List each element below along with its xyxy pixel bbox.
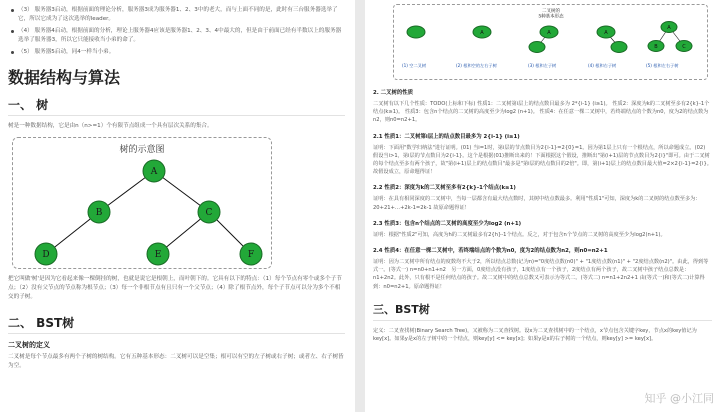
property1-heading: 2.1 性质1：二叉树第i层上的结点数目最多为 2{i-1} (i≥1) [373, 133, 520, 140]
watermark: 知乎 @小江同 [644, 392, 714, 405]
tree-heading: 一、 树 [8, 98, 49, 112]
panel-caption: (1) 空二叉树 [402, 63, 427, 68]
section-title: 数据结构与算法 [8, 68, 121, 87]
bt-definition-text: 二叉树是每个节点最多有两个子树的树结构。它有五种基本形态：二叉树可以是空集；根可以有空的左子树或右子树；或者左、右子树皆为空。 [8, 354, 344, 369]
panel-title-line2: 5种基本形态 [538, 14, 564, 20]
document-page-right [365, 0, 720, 412]
node-label: B [95, 208, 103, 218]
binary-tree-forms-diagram [394, 5, 708, 79]
panel-caption: (2) 根和空的左右子树 [456, 63, 497, 68]
node-label: C [205, 208, 213, 218]
panel-title-line1: 二叉树的 [542, 9, 560, 14]
tree-figure [12, 137, 272, 269]
panel-caption: (3) 根和左子树 [528, 63, 557, 68]
list-item: （4） 服务器4启动，根据前面的分析，理论上服务器4应该是服务器1、2、3、4中最大的，但是由于前面已经有半数以上的服务器选举了服务器3，所以它只能接收当小弟的命了。 [18, 27, 345, 45]
binary-tree-forms-figure [393, 4, 708, 80]
figure-title: 树的示意图 [119, 145, 165, 155]
empty-tree-node [407, 26, 425, 38]
property3-text: 证明：根据"性质2"可知，高度为h的二叉树最多有2{h}-1个结点。反之，对于包含n个节点的二叉树的高度至少为log2(n+1)。 [373, 231, 666, 238]
node-label: F [247, 250, 255, 260]
form4-right-node [611, 42, 627, 53]
property4-heading: 2.4 性质4：在任意一棵二叉树中，若终端结点的个数为n0，度为2的结点数为n2，则n0=n2+1 [373, 248, 608, 255]
panel-caption: (4) 根和右子树 [588, 63, 617, 68]
bst-definition: 定义：二叉查找树(Binary Search Tree)，又被称为二叉查找树。设x为二叉查找树中的一个结点，x节点包含关键字key，节点x的key值记为key[x]。如果y是x的左子树中的一个结点，则key[y] <= key[x]；如果y是x的右子树的一个结点，则key[y] >= key[x]。 [373, 327, 697, 343]
tree-description: 把它叫做'树'是因为它看起来像一棵倒挂的树，也就是说它是根朝上，而叶朝下的。它具有以下的特点：（1）每个节点有零个或多个子节点；（2）没有父节点的节点称为根节点；（3）每一个非根节点有且只有一个父节点；（4）除了根节点外，每个子节点可以分为多个不相交的子树。 [8, 276, 342, 300]
properties-intro: 二叉树有以下几个性质：TODO(上标和下标) 性质1：二叉树第i层上的结点数目最多为 2*{i-1} (i≥1)。 性质2：深度为k的二叉树至多有2{k}-1个结点(k≥1)。 性质3：包含n个结点的二叉树的高度至少为log2 (n+1)。 性质4：在任意一棵二叉树中，若终端结点的个数为n0，度为2的结点数为n2，则n0=n2+1。 [373, 101, 710, 124]
document-page-left [0, 0, 355, 412]
node-label: A [547, 30, 551, 36]
list-item: （3） 服务器3启动，根据前面的理论分析，服务器3成为服务器1、2、3中的老大，而与上面不同的是，此时有三台服务器选举了它，所以它成为了这次选举的leader。 [18, 6, 345, 24]
form3-left-node [529, 42, 545, 53]
divider [8, 333, 345, 334]
panel-caption: (5) 根和左右子树 [646, 63, 679, 68]
property1-text: 证明：下面用"数学归纳法"进行证明。(01) 当i=1时，第i层的节点数目为2{i-1}=2{0}=1。因为第1层上只有一个根结点，所以命题成立。(02) 假设当i>1，第i层的节点数目为2{i-1}。这个是根据(01)推断出来的！下面根据这个假设，推断出"第(i+1)层的节点数目为2{i}"即可。由于二叉树的每个结点至多有两个孩子，故"第(i+1)层上的结点数目"最多是"第i层的结点数目的2倍"。即，第(i+1)层上的结点数目最大值=2×2{i-1}=2{i}。故假设成立，原命题得证！ [373, 144, 712, 176]
bt-definition-heading: 二叉树的定义 [8, 341, 50, 349]
tree-diagram [13, 138, 271, 268]
bst-heading: 三、BST树 [373, 302, 430, 316]
node-label: A [667, 25, 671, 31]
list-item: （5） 服务器5启动，同4一样当小弟。 [18, 48, 345, 57]
server-election-list [8, 6, 345, 57]
property2-text: 证明：在具有相同深度的二叉树中，当每一层都含有最大结点数时，其树中结点数最多。利用"性质1"可知，深度为k的二叉树的结点数至多为：20+21+…+2k-1=2k-1 故原命题得证！ [373, 196, 701, 211]
node-label: E [154, 250, 162, 260]
divider [373, 320, 712, 321]
node-label: A [480, 30, 484, 36]
bst-heading: 二、 BST树 [8, 316, 75, 330]
property4-text: 证明：因为二叉树中所有结点的度数均不大于2，所以结点总数(记为n)="0度结点数(n0)" + "1度结点数(n1)" + "2度结点数(n2)"。由此，得到等式一。(等式一) n=n0+n1+n2 另一方面，0度结点没有孩子，1度结点有一个孩子，2度结点有两个孩子，故二叉树中孩子结点总数是：n1+2n2。此外，只有根不是任何结点的孩子。故二叉树中的结点总数又可表示为等式二。(等式二) n=n1+2n2+1 由(等式一)和(等式二)计算得到：n0=n2+1。原命题得证！ [373, 259, 709, 290]
node-label: D [42, 250, 50, 260]
property3-heading: 2.3 性质3：包含n个结点的二叉树的高度至少为log2 (n+1) [373, 220, 522, 227]
properties-heading: 2. 二叉树的性质 [373, 90, 414, 96]
property2-heading: 2.2 性质2：深度为k的二叉树至多有2{k}-1个结点(k≥1) [373, 185, 516, 192]
tree-intro: 树是一种数据结构，它是由n（n>=1）个有限节点组成一个具有层次关系的集合。 [8, 123, 213, 129]
node-label: C [682, 44, 686, 50]
divider [8, 115, 345, 116]
node-label: B [654, 44, 658, 50]
node-label: A [604, 30, 608, 36]
node-label: A [150, 167, 158, 177]
